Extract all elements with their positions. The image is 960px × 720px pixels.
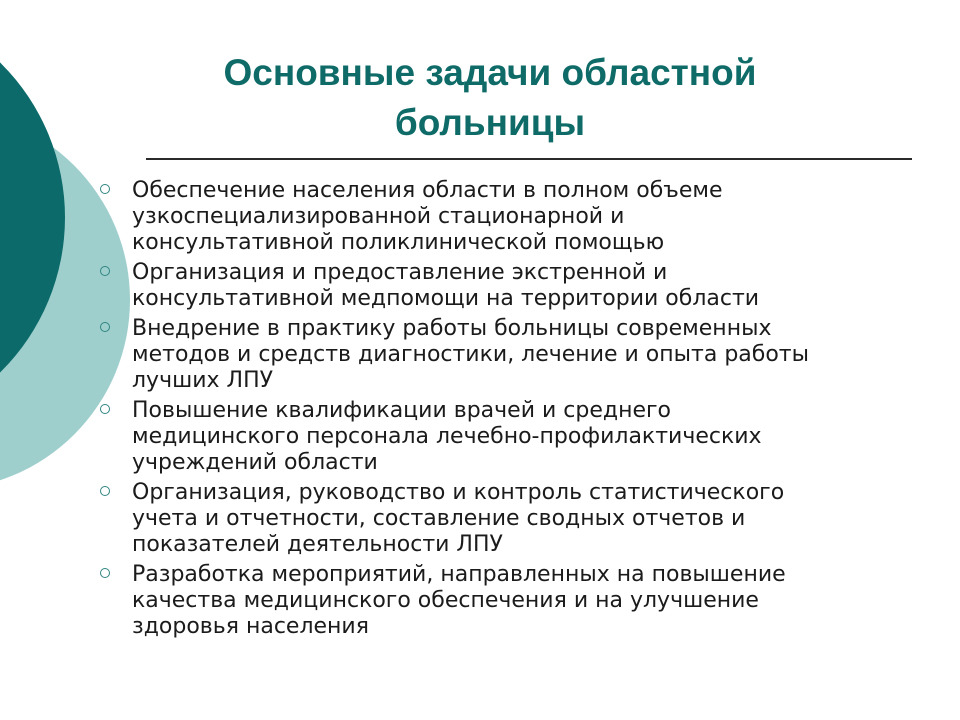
- bullet-text-line: качества медицинского обеспечения и на улучшение: [132, 588, 759, 613]
- hollow-circle-bullet-icon: [100, 404, 110, 414]
- slide-title: [180, 48, 800, 148]
- bullet-text-line: Организация и предоставление экстренной и: [132, 260, 668, 285]
- bullet-text-line: медицинского персонала лечебно-профилактических: [132, 424, 762, 449]
- title-line: Основные задачи областной: [223, 52, 757, 93]
- bullet-text-line: методов и средств диагностики, лечение и опыта работы: [132, 342, 809, 367]
- bullet-item: [98, 316, 928, 394]
- hollow-circle-bullet-icon: [100, 266, 110, 276]
- bullet-text-line: консультативной поликлинической помощью: [132, 230, 665, 255]
- bullet-item: [98, 178, 928, 256]
- bullet-item: [98, 398, 928, 476]
- bullet-text-line: Повышение квалификации врачей и среднего: [132, 398, 672, 423]
- hollow-circle-bullet-icon: [100, 322, 110, 332]
- hollow-circle-bullet-icon: [100, 184, 110, 194]
- bullet-item: [98, 480, 928, 558]
- bullet-text-line: Организация, руководство и контроль статистического: [132, 480, 785, 505]
- bullet-text-line: показателей деятельности ЛПУ: [132, 532, 503, 557]
- bullet-item: [98, 260, 928, 312]
- bullet-text-line: Разработка мероприятий, направленных на повышение: [132, 562, 786, 587]
- bullet-text-line: Внедрение в практику работы больницы современных: [132, 316, 772, 341]
- bullet-text-line: консультативной медпомощи на территории области: [132, 286, 760, 311]
- hollow-circle-bullet-icon: [100, 568, 110, 578]
- bullet-text-line: Обеспечение населения области в полном объеме: [132, 178, 723, 203]
- bullet-text-line: учета и отчетности, составление сводных отчетов и: [132, 506, 746, 531]
- bullet-list: [98, 178, 928, 644]
- bullet-text-line: учреждений области: [132, 450, 378, 475]
- bullet-text-line: лучших ЛПУ: [132, 368, 274, 393]
- title-divider: [146, 158, 912, 160]
- hollow-circle-bullet-icon: [100, 486, 110, 496]
- bullet-text-line: узкоспециализированной стационарной и: [132, 204, 625, 229]
- bullet-text-line: здоровья населения: [132, 614, 369, 639]
- bullet-item: [98, 562, 928, 640]
- title-line: больницы: [394, 102, 586, 143]
